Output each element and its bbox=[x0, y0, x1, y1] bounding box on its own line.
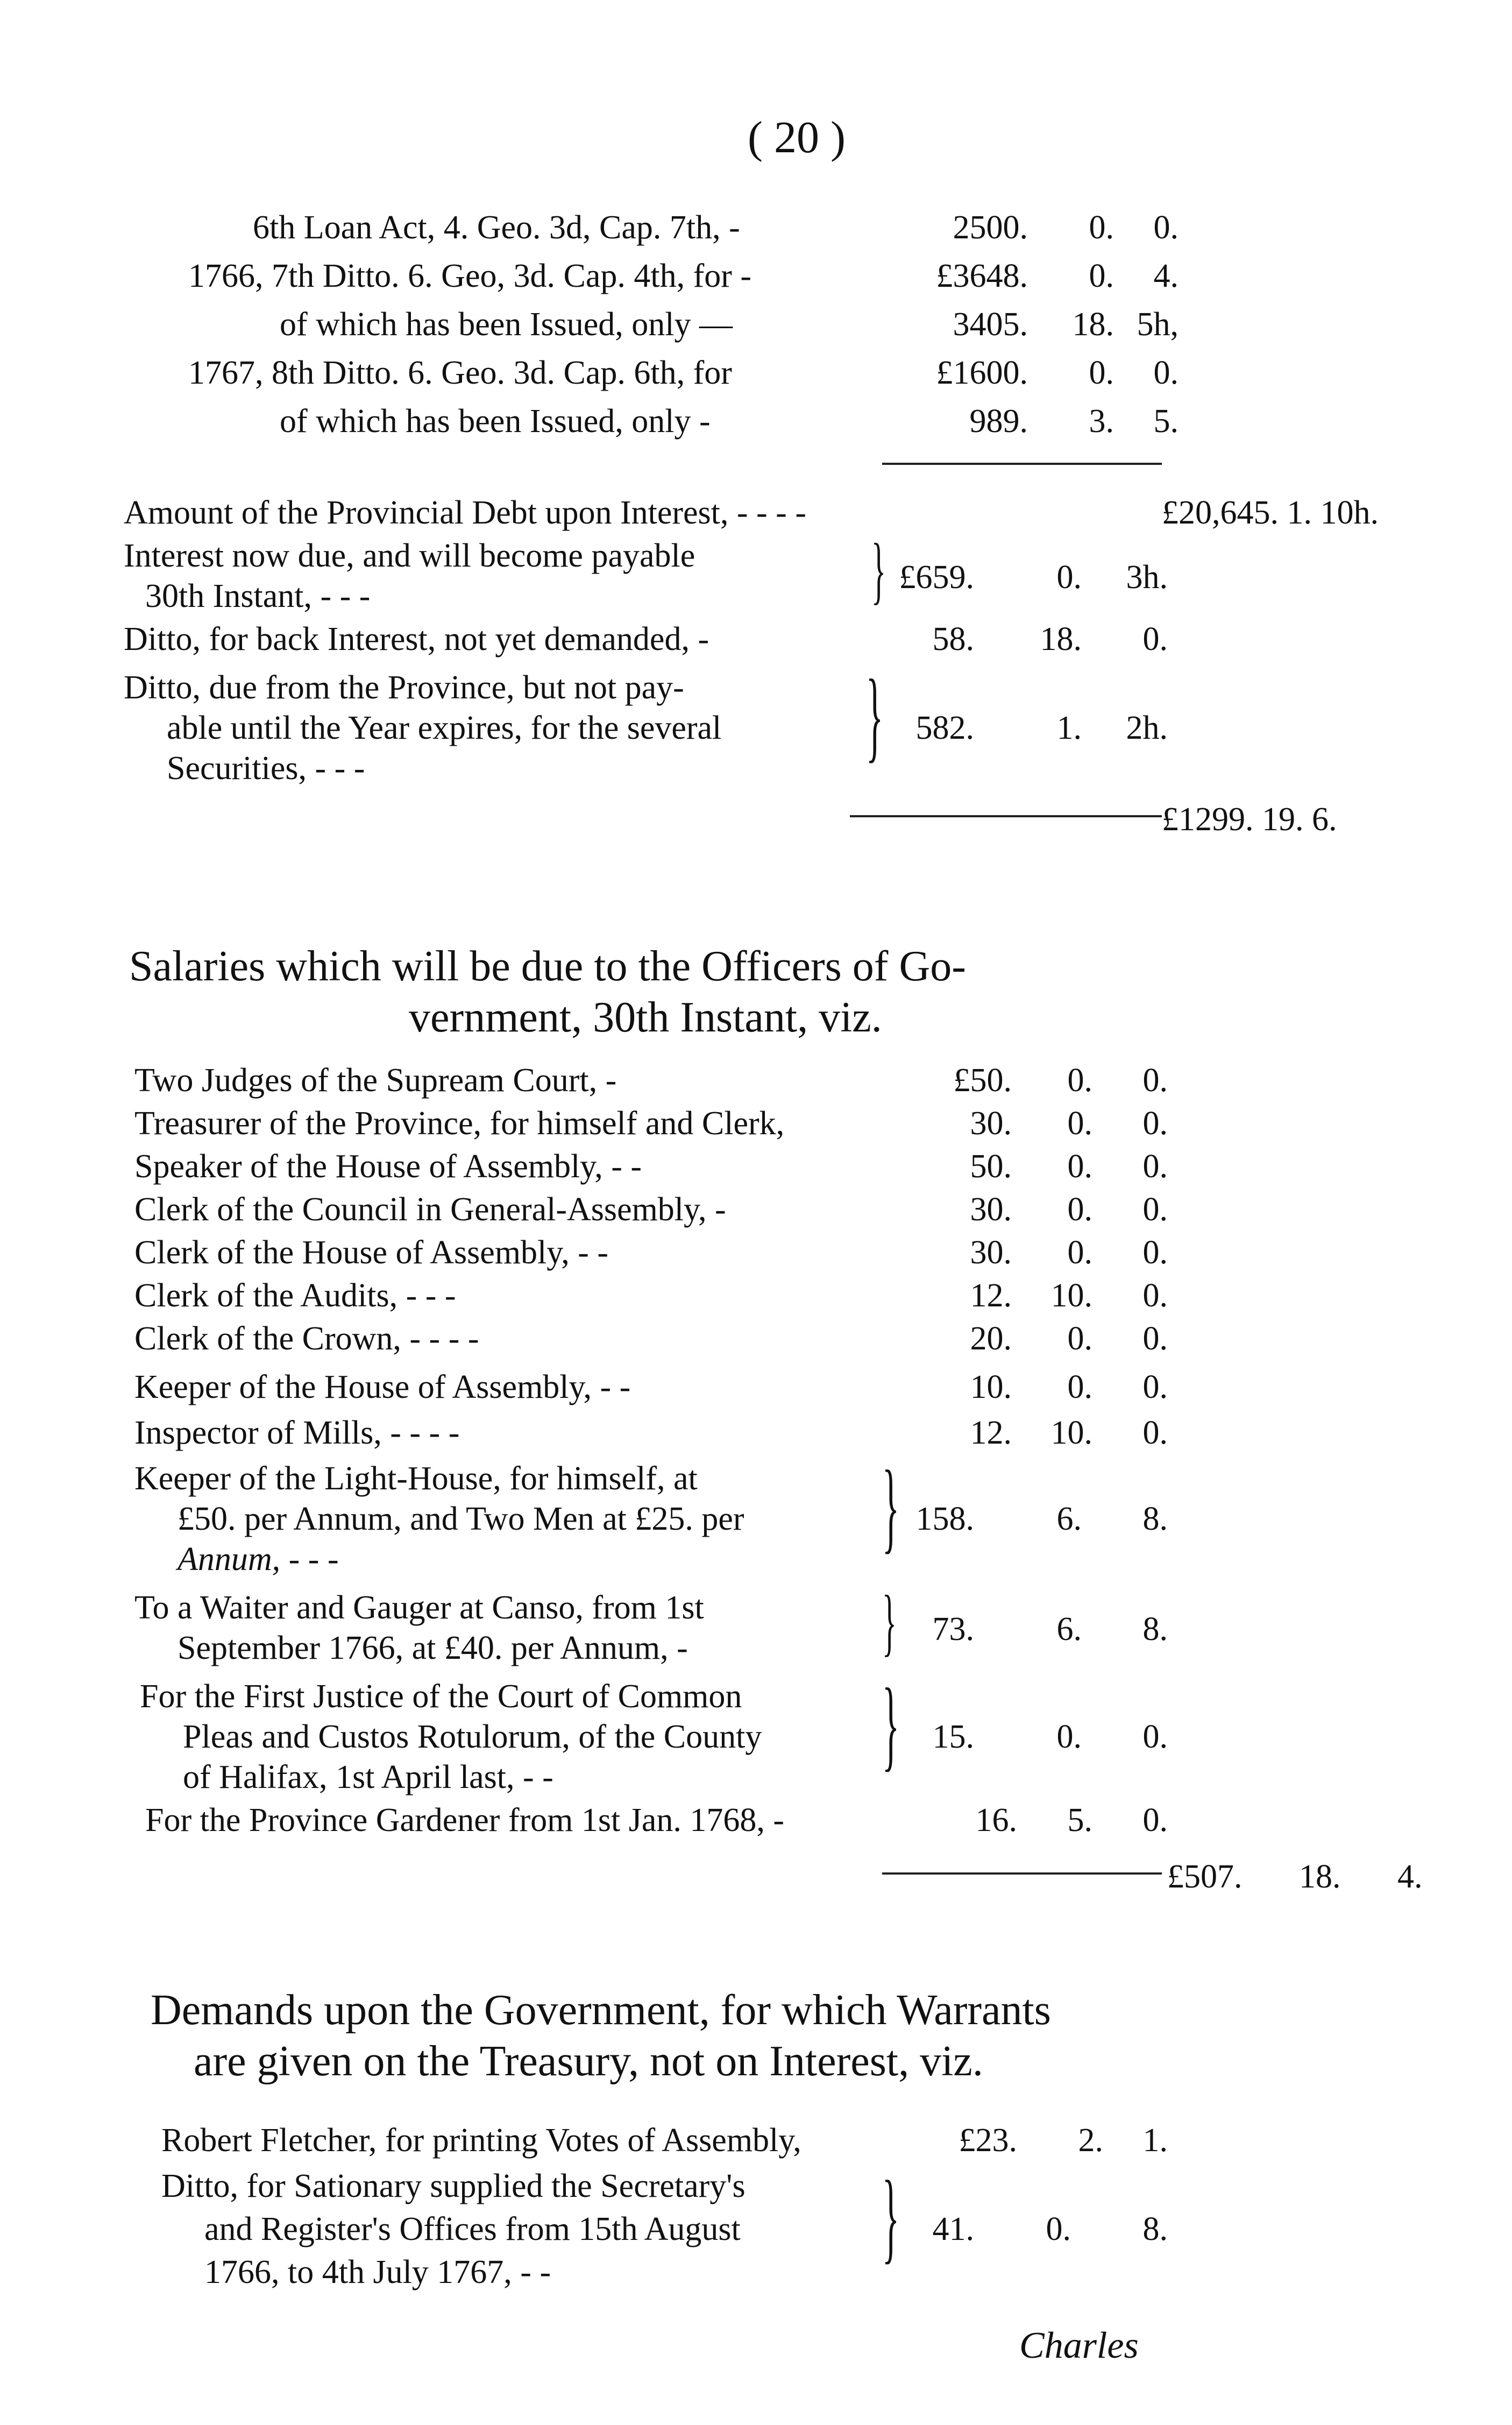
due-pence: 2h. bbox=[1126, 710, 1168, 746]
salary-row-pounds: 20. bbox=[970, 1320, 1012, 1357]
loan-row-3-text: of which has been Issued, only — bbox=[280, 306, 733, 343]
back-interest-pounds: 58. bbox=[932, 621, 974, 657]
due-shillings: 1. bbox=[1056, 710, 1082, 746]
salary-row-shillings: 0. bbox=[1067, 1062, 1092, 1099]
back-interest-shillings: 18. bbox=[1040, 621, 1082, 657]
loan-row-3-pounds: 3405. bbox=[953, 306, 1028, 343]
salary-row-pence: 0. bbox=[1142, 1369, 1168, 1405]
waiter-shillings: 6. bbox=[1056, 1611, 1082, 1648]
salary-row-pounds: £50. bbox=[953, 1062, 1012, 1099]
justice-line-2: Pleas and Custos Rotulorum, of the County bbox=[183, 1719, 762, 1755]
loan-row-5-pounds: 989. bbox=[969, 403, 1028, 440]
gardener-text: For the Province Gardener from 1st Jan. 1768, - bbox=[145, 1802, 785, 1839]
waiter-line-1: To a Waiter and Gauger at Canso, from 1st bbox=[134, 1589, 704, 1626]
salary-row-shillings: 0. bbox=[1067, 1105, 1092, 1142]
salaries-heading-line-2: vernment, 30th Instant, viz. bbox=[409, 994, 882, 1041]
loan-row-2-pence: 4. bbox=[1153, 258, 1179, 294]
loan-row-4-pence: 0. bbox=[1153, 355, 1179, 391]
waiter-pounds: 73. bbox=[932, 1611, 974, 1648]
loan-row-2-shillings: 0. bbox=[1089, 258, 1114, 294]
salary-row-pounds: 12. bbox=[970, 1277, 1012, 1314]
loan-row-4-pounds: £1600. bbox=[936, 355, 1028, 391]
right-brace: } bbox=[866, 659, 883, 772]
right-brace: } bbox=[882, 1580, 897, 1664]
interest-pounds: £659. bbox=[899, 559, 974, 596]
stationary-line-1: Ditto, for Sationary supplied the Secretary's bbox=[161, 2168, 746, 2204]
back-interest-text: Ditto, for back Interest, not yet demanded, - bbox=[124, 621, 709, 657]
due-line-2: able until the Year expires, for the several bbox=[167, 710, 722, 746]
demands-heading-line-1: Demands upon the Government, for which Warrants bbox=[151, 1986, 1051, 2034]
salaries-heading-line-1: Salaries which will be due to the Officers of Go- bbox=[129, 943, 966, 990]
divider-rule bbox=[882, 1872, 1162, 1875]
salary-row-text: Clerk of the House of Assembly, - - bbox=[134, 1234, 609, 1271]
stationary-pounds: 41. bbox=[932, 2211, 974, 2247]
salary-row-text: Clerk of the Council in General-Assembly, - bbox=[134, 1191, 726, 1228]
loan-row-2-text: 1766, 7th Ditto. 6. Geo, 3d. Cap. 4th, for - bbox=[188, 258, 752, 294]
stationary-shillings: 0. bbox=[1046, 2211, 1071, 2247]
salary-row-pence: 0. bbox=[1142, 1320, 1168, 1357]
debt-amount-total: £20,645. 1. 10h. bbox=[1162, 494, 1379, 531]
gardener-pounds: 16. bbox=[975, 1802, 1017, 1839]
interest-shillings: 0. bbox=[1056, 559, 1082, 596]
interest-line-2: 30th Instant, - - - bbox=[145, 578, 371, 614]
salary-row-pence: 0. bbox=[1142, 1062, 1168, 1099]
right-brace: } bbox=[882, 1668, 899, 1781]
due-line-3: Securities, - - - bbox=[167, 750, 365, 787]
justice-pence: 0. bbox=[1142, 1719, 1168, 1755]
salary-row-pounds: 30. bbox=[970, 1234, 1012, 1271]
light-house-line-3: Annum, - - - bbox=[178, 1541, 339, 1578]
due-pounds: 582. bbox=[915, 710, 974, 746]
fletcher-pence: 1. bbox=[1142, 2122, 1168, 2159]
loan-row-5-text: of which has been Issued, only - bbox=[280, 403, 711, 440]
salary-row-text: Treasurer of the Province, for himself and Clerk, bbox=[134, 1105, 785, 1142]
justice-pounds: 15. bbox=[932, 1719, 974, 1755]
due-line-1: Ditto, due from the Province, but not pay- bbox=[124, 669, 684, 706]
salary-row-shillings: 0. bbox=[1067, 1191, 1092, 1228]
loan-row-1-text: 6th Loan Act, 4. Geo. 3d, Cap. 7th, - bbox=[253, 209, 740, 246]
demands-heading-line-2: are given on the Treasury, not on Interest, viz. bbox=[194, 2038, 983, 2085]
justice-shillings: 0. bbox=[1056, 1719, 1082, 1755]
salary-row-pence: 0. bbox=[1142, 1415, 1168, 1451]
loan-row-1-shillings: 0. bbox=[1089, 209, 1114, 246]
salary-row-text: Clerk of the Audits, - - - bbox=[134, 1277, 456, 1314]
loan-row-5-shillings: 3. bbox=[1089, 403, 1114, 440]
salaries-total: £507. 18. 4. bbox=[1167, 1858, 1423, 1895]
loan-row-3-pence: 5h, bbox=[1137, 306, 1179, 343]
waiter-pence: 8. bbox=[1142, 1611, 1168, 1648]
loan-row-1-pence: 0. bbox=[1153, 209, 1179, 246]
salary-row-pounds: 12. bbox=[970, 1415, 1012, 1451]
loan-row-5-pence: 5. bbox=[1153, 403, 1179, 440]
salary-row-text: Two Judges of the Supream Court, - bbox=[134, 1062, 617, 1099]
salary-row-shillings: 10. bbox=[1050, 1277, 1092, 1314]
fletcher-text: Robert Fletcher, for printing Votes of Assembly, bbox=[161, 2122, 801, 2159]
salary-row-shillings: 0. bbox=[1067, 1234, 1092, 1271]
salary-row-pounds: 50. bbox=[970, 1148, 1012, 1185]
interest-pence: 3h. bbox=[1126, 559, 1168, 596]
salary-row-shillings: 0. bbox=[1067, 1369, 1092, 1405]
debt-amount-text: Amount of the Provincial Debt upon Interest, - - - - bbox=[124, 494, 806, 531]
right-brace: } bbox=[882, 2160, 899, 2273]
waiter-line-2: September 1766, at £40. per Annum, - bbox=[178, 1630, 688, 1666]
loan-row-1-pounds: 2500. bbox=[953, 209, 1028, 246]
loan-row-3-shillings: 18. bbox=[1072, 306, 1114, 343]
loan-row-4-text: 1767, 8th Ditto. 6. Geo. 3d. Cap. 6th, for bbox=[188, 355, 732, 391]
salary-row-text: Keeper of the House of Assembly, - - bbox=[134, 1369, 631, 1405]
gardener-pence: 0. bbox=[1142, 1802, 1168, 1839]
salary-row-pounds: 10. bbox=[970, 1369, 1012, 1405]
salary-row-shillings: 10. bbox=[1050, 1415, 1092, 1451]
stationary-line-3: 1766, to 4th July 1767, - - bbox=[204, 2254, 551, 2290]
stationary-pence: 8. bbox=[1142, 2211, 1168, 2247]
debt-total: £1299. 19. 6. bbox=[1162, 801, 1337, 838]
back-interest-pence: 0. bbox=[1142, 621, 1168, 657]
fletcher-shillings: 2. bbox=[1078, 2122, 1103, 2159]
salary-row-pence: 0. bbox=[1142, 1277, 1168, 1314]
loan-row-4-shillings: 0. bbox=[1089, 355, 1114, 391]
light-house-line-2: £50. per Annum, and Two Men at £25. per bbox=[178, 1501, 744, 1537]
fletcher-pounds: £23. bbox=[959, 2122, 1017, 2159]
salary-row-pence: 0. bbox=[1142, 1105, 1168, 1142]
salary-row-shillings: 0. bbox=[1067, 1148, 1092, 1185]
salary-row-pounds: 30. bbox=[970, 1105, 1012, 1142]
gardener-shillings: 5. bbox=[1067, 1802, 1092, 1839]
light-house-line-1: Keeper of the Light-House, for himself, at bbox=[134, 1460, 698, 1497]
divider-rule bbox=[882, 463, 1162, 465]
light-house-shillings: 6. bbox=[1056, 1501, 1082, 1537]
salary-row-pence: 0. bbox=[1142, 1191, 1168, 1228]
salary-row-shillings: 0. bbox=[1067, 1320, 1092, 1357]
salary-row-pence: 0. bbox=[1142, 1148, 1168, 1185]
justice-line-1: For the First Justice of the Court of Common bbox=[140, 1678, 742, 1715]
right-brace: } bbox=[882, 1450, 899, 1563]
divider-rule bbox=[850, 815, 1162, 817]
salary-row-text: Speaker of the House of Assembly, - - bbox=[134, 1148, 642, 1185]
justice-line-3: of Halifax, 1st April last, - - bbox=[183, 1759, 553, 1795]
salary-row-pounds: 30. bbox=[970, 1191, 1012, 1228]
catchword: Charles bbox=[1019, 2325, 1139, 2366]
salary-row-text: Clerk of the Crown, - - - - bbox=[134, 1320, 479, 1357]
loan-row-2-pounds: £3648. bbox=[936, 258, 1028, 294]
salary-row-text: Inspector of Mills, - - - - bbox=[134, 1415, 460, 1451]
light-house-pence: 8. bbox=[1142, 1501, 1168, 1537]
salary-row-pence: 0. bbox=[1142, 1234, 1168, 1271]
page-number: ( 20 ) bbox=[748, 112, 846, 162]
light-house-pounds: 158. bbox=[915, 1501, 974, 1537]
right-brace: } bbox=[871, 528, 886, 612]
interest-line-1: Interest now due, and will become payable bbox=[124, 538, 695, 574]
stationary-line-2: and Register's Offices from 15th August bbox=[204, 2211, 741, 2247]
